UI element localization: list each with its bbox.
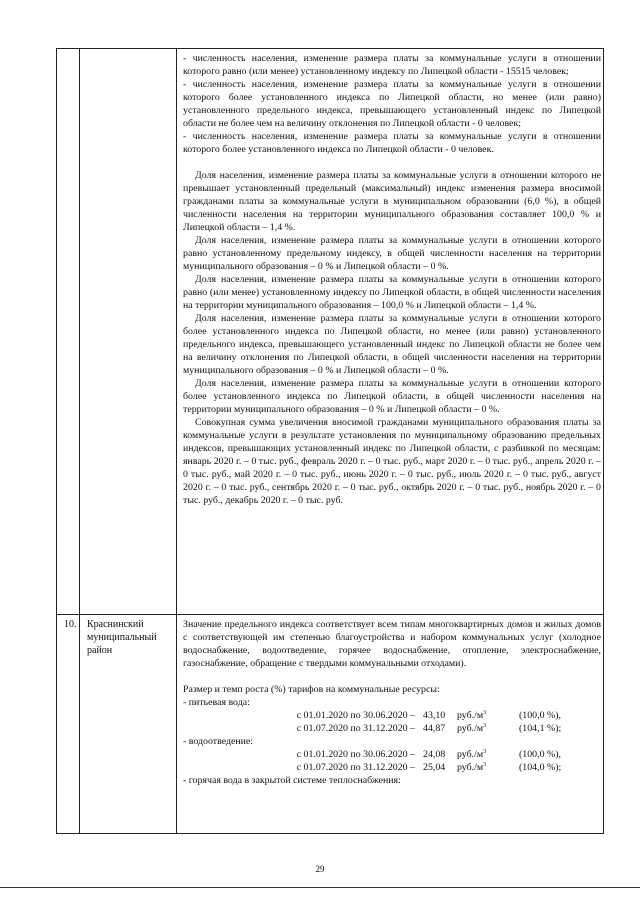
footer-divider — [0, 887, 640, 888]
tariff-period: с 01.07.2020 по 31.12.2020 – — [296, 723, 415, 734]
tariff-period: с 01.07.2020 по 31.12.2020 – — [296, 762, 415, 773]
paragraph: Доля населения, изменение размера платы за коммунальные услуги в отношении которого более установленного индекса по Липецкой области, в общей численности населения на территории муниципального образования – 0 % и Липецкой области – 0 %. — [183, 378, 601, 415]
tariff-value: 43,10 — [423, 710, 446, 721]
water-label: - питьевая вода: — [183, 697, 250, 708]
tariff-value: 24,08 — [423, 749, 446, 760]
paragraph: - численность населения, изменение размера платы за коммунальные услуги в отношении которого более установленного индекса по Липецкой области, но менее (или равно) установленного предельного индекса, превышающего установленный индекс по Липецкой области не более чем на величину отклонения по Липецкой области - 0 человек; — [183, 79, 601, 129]
tariff-growth: (100,0 %), — [519, 749, 561, 760]
tariff-unit: $руб./м^3$ — [457, 749, 487, 760]
tariffs-heading: Размер и темп роста (%) тарифов на коммунальные ресурсы: — [183, 684, 440, 695]
tariff-growth: (100,0 %), — [519, 710, 561, 721]
page-number: 29 — [315, 864, 325, 874]
document-table — [56, 48, 604, 834]
column-divider — [176, 49, 177, 833]
row-10-text — [183, 618, 601, 787]
tariff-period: с 01.01.2020 по 30.06.2020 – — [296, 749, 415, 760]
tariff-growth: (104,1 %); — [519, 723, 562, 734]
tariff-row — [183, 709, 601, 722]
row-9-text — [183, 52, 601, 507]
tariff-unit: $руб./м^3$ — [457, 762, 487, 773]
paragraph: Доля населения, изменение размера платы за коммунальные услуги в отношении которого более установленного индекса по Липецкой области, но менее (или равно) установленного предельного индекса, превышающего установленный индекс по Липецкой области не более чем на величину отклонения по Липецкой области, в общей численности населения на территории муниципального образования – 0 % и Липецкой области – 0 %. — [183, 313, 601, 376]
paragraph: Значение предельного индекса соответствует всем типам многоквартирных домов и жилых домов с соответствующей им степенью благоустройства и набором коммунальных услуг (холодное водоснабжение, водоотведение, горячее водоснабжение, отопление, электроснабжение, газоснабжение, обращение с твердыми коммунальными отходами). — [183, 619, 601, 669]
paragraph: - численность населения, изменение размера платы за коммунальные услуги в отношении которого более установленного индекса по Липецкой области - 0 человек. — [183, 131, 601, 155]
tariff-value: 25,04 — [423, 762, 446, 773]
hot-water-label: - горячая вода в закрытой системе теплоснабжения: — [183, 775, 401, 786]
tariff-row — [183, 748, 601, 761]
paragraph: Совокупная сумма увеличения вносимой гражданами муниципального образования платы за коммунальные услуги в результате установления по муниципальному образованию предельных индексов, превышающих установленный индекс по Липецкой области, с разбивкой по месяцам: январь 2020 г. – 0 тыс. руб., февраль 2020 г. – 0 тыс. руб., март 2020 г. – 0 тыс. руб., апрель 2020 г. – 0 тыс. руб., май 2020 г. – 0 тыс. руб., июнь 2020 г. – 0 тыс. руб., июль 2020 г. – 0 тыс. руб., август 2020 г. – 0 тыс. руб., сентябрь 2020 г. – 0 тыс. руб., октябрь 2020 г. – 0 тыс. руб., ноябрь 2020 г. – 0 тыс. руб., декабрь 2020 г. – 0 тыс. руб. — [183, 417, 601, 506]
tariff-row — [183, 722, 601, 735]
tariff-value: 44,87 — [423, 723, 446, 734]
tariff-period: с 01.01.2020 по 30.06.2020 – — [296, 710, 415, 721]
column-divider — [79, 49, 80, 833]
row-number: 10. — [64, 619, 77, 630]
paragraph: - численность населения, изменение размера платы за коммунальные услуги в отношении которого равно (или менее) установленному индексу по Липецкой области - 15515 человек; — [183, 53, 601, 77]
sewage-label: - водоотведение: — [183, 736, 254, 747]
paragraph: Доля населения, изменение размера платы за коммунальные услуги в отношении которого равно установленному предельному индексу, в общей численности населения на территории муниципального образования – 0 % и Липецкой области – 0 %. — [183, 235, 601, 272]
tariff-unit: $руб./м^3$ — [457, 710, 487, 721]
paragraph: Доля населения, изменение размера платы за коммунальные услуги в отношении которого равно (или менее) установленному индексу по Липецкой области, в общей численности населения на территории муниципального образования – 100,0 % и Липецкой области – 1,4 %. — [183, 274, 601, 311]
tariff-unit: $руб./м^3$ — [457, 723, 487, 734]
paragraph: Доля населения, изменение размера платы за коммунальные услуги в отношении которого не превышает установленный предельный (максимальный) индекс изменения размера вносимой гражданами платы за коммунальные услуги в муниципальном образовании (6,0 %), в общей численности населения на территории муниципального образования составляет 100,0 % и Липецкой области – 1,4 %. — [183, 170, 601, 233]
row-divider — [57, 614, 603, 615]
tariff-growth: (104,0 %); — [519, 762, 562, 773]
municipality-name: Краснинский муниципальный район — [87, 619, 157, 656]
tariff-row — [183, 761, 601, 774]
